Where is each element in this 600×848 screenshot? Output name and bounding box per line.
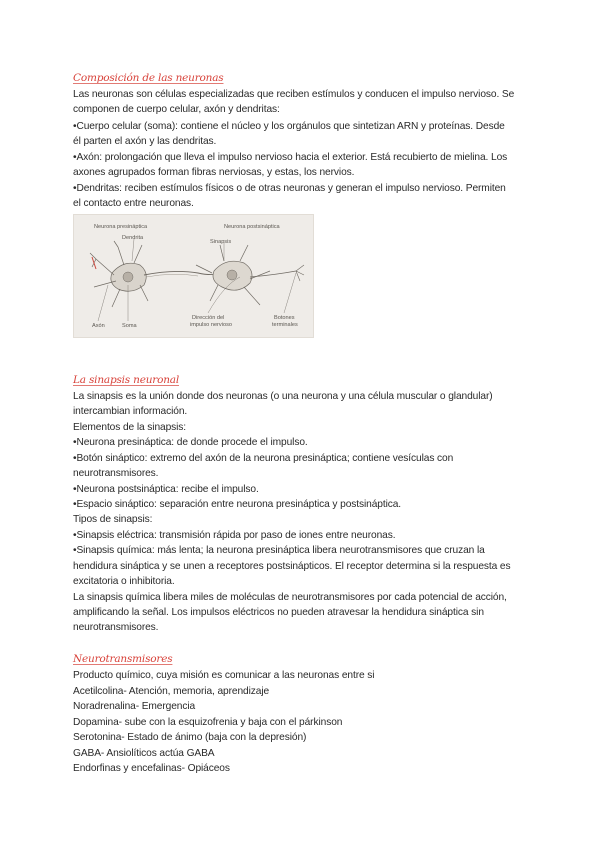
paragraph-line: el contacto entre neuronas. — [73, 198, 194, 209]
paragraph-line: intercambian información. — [73, 406, 188, 417]
label-synapse: Sinapsis — [210, 239, 232, 245]
section-title-neurotransmisores: Neurotransmisores — [73, 653, 173, 665]
bullet-line: •Sinapsis química: más lenta; la neurona presináptica libera neurotransmisores que cruzan la — [73, 545, 485, 556]
bullet-line: •Dendritas: reciben estímulos físicos o de otras neuronas y generan el impulso nervioso. Permiten — [73, 183, 506, 194]
label-direction-1: Dirección del — [192, 315, 225, 321]
list-item: Serotonina- Estado de ánimo (baja con la depresión) — [73, 732, 307, 743]
paragraph-line: Tipos de sinapsis: — [73, 514, 153, 525]
paragraph-line: La sinapsis química libera miles de moléculas de neurotransmisores por cada potencial de acción, — [73, 592, 507, 603]
list-item: Dopamina- sube con la esquizofrenia y baja con el párkinson — [73, 717, 343, 728]
paragraph-line: componen de cuerpo celular, axón y dendritas: — [73, 104, 280, 115]
label-soma: Soma — [122, 323, 137, 329]
bullet-line: •Botón sináptico: extremo del axón de la neurona presináptica; contiene vesículas con — [73, 453, 454, 464]
label-presynaptic: Neurona presináptica — [94, 224, 148, 230]
paragraph-line: hendidura sináptica y se unen a receptores postsinápticos. El receptor determina si la respuesta es — [73, 561, 511, 572]
paragraph-line: La sinapsis es la unión donde dos neuronas (o una neurona y una célula muscular o glandular) — [73, 391, 493, 402]
paragraph-line: neurotransmisores. — [73, 622, 159, 633]
bullet-line: •Sinapsis eléctrica: transmisión rápida por paso de iones entre neuronas. — [73, 530, 396, 541]
paragraph-line: Las neuronas son células especializadas que reciben estímulos y conducen el impulso nervioso. Se — [73, 89, 515, 100]
label-terminals-2: terminales — [272, 322, 298, 328]
label-axon: Axón — [92, 323, 105, 329]
list-item: Acetilcolina- Atención, memoria, aprendizaje — [73, 686, 270, 697]
paragraph-line: axones agrupados forman fibras nerviosas, y estas, los nervios. — [73, 167, 355, 178]
paragraph-line: neurotransmisores. — [73, 468, 159, 479]
section-title-composicion: Composición de las neuronas — [73, 72, 224, 84]
paragraph-line: amplificando la señal. Los impulsos eléctricos no pueden atravesar la hendidura sináptica sin — [73, 607, 484, 618]
bullet-line: •Espacio sináptico: separación entre neurona presináptica y postsináptica. — [73, 499, 402, 510]
bullet-line: •Cuerpo celular (soma): contiene el núcleo y los orgánulos que sintetizan ARN y proteínas. Desde — [73, 121, 505, 132]
paragraph-line: él parten el axón y las dendritas. — [73, 136, 217, 147]
list-item: GABA- Ansiolíticos actúa GABA — [73, 748, 215, 759]
neuron-illustration — [74, 215, 313, 337]
label-postsynaptic: Neurona postsináptica — [224, 224, 280, 230]
paragraph-line: Producto químico, cuya misión es comunicar a las neuronas entre si — [73, 670, 375, 681]
label-direction-2: impulso nervioso — [190, 322, 232, 328]
paragraph-line: excitatoria o inhibitoria. — [73, 576, 175, 587]
label-terminals-1: Botones — [274, 315, 295, 321]
paragraph-line: Elementos de la sinapsis: — [73, 422, 187, 433]
list-item: Endorfinas y encefalinas- Opiáceos — [73, 763, 230, 774]
bullet-line: •Neurona presináptica: de donde procede el impulso. — [73, 437, 308, 448]
neuron-diagram — [73, 214, 314, 338]
bullet-line: •Axón: prolongación que lleva el impulso nervioso hacia el exterior. Está recubierto de mielina. Los — [73, 152, 508, 163]
section-title-sinapsis: La sinapsis neuronal — [73, 374, 179, 386]
list-item: Noradrenalina- Emergencia — [73, 701, 196, 712]
bullet-line: •Neurona postsináptica: recibe el impulso. — [73, 484, 259, 495]
label-dendrite: Dendrita — [122, 235, 144, 241]
